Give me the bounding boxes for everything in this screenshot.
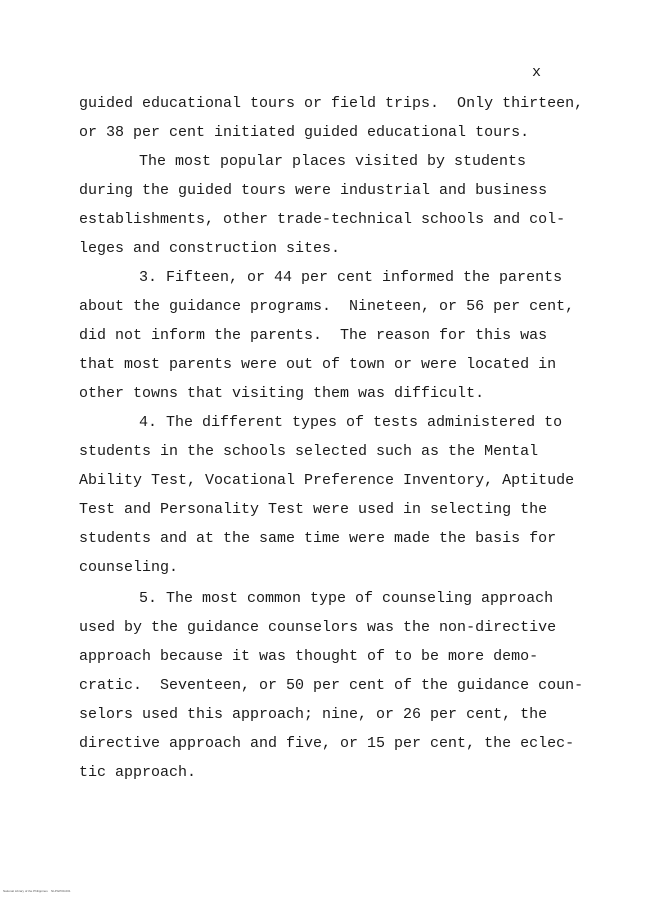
page-number: x: [532, 64, 542, 81]
paragraph-4-line-6: counseling.: [79, 559, 179, 576]
paragraph-5-line-2: used by the guidance counselors was the non-directive: [79, 619, 557, 636]
paragraph-5-line-6: directive approach and five, or 15 per cent, the eclec-: [79, 735, 575, 752]
paragraph-1-line-1: guided educational tours or field trips. Only thirteen,: [79, 95, 584, 112]
paragraph-5-line-5: selors used this approach; nine, or 26 per cent, the: [79, 706, 548, 723]
paragraph-4-line-4: Test and Personality Test were used in selecting the: [79, 501, 548, 518]
paragraph-5-line-4: cratic. Seventeen, or 50 per cent of the guidance coun-: [79, 677, 584, 694]
paragraph-4-line-5: students and at the same time were made the basis for: [79, 530, 557, 547]
footer-archive-stamp: National Library of the Philippines NLPGP00-001: [3, 889, 71, 893]
paragraph-2-line-4: leges and construction sites.: [79, 240, 341, 257]
paragraph-4-line-3: Ability Test, Vocational Preference Inventory, Aptitude: [79, 472, 575, 489]
paragraph-3-line-3: did not inform the parents. The reason for this was: [79, 327, 548, 344]
paragraph-3-line-1: 3. Fifteen, or 44 per cent informed the parents: [139, 269, 563, 286]
paragraph-3-line-4: that most parents were out of town or were located in: [79, 356, 557, 373]
paragraph-2-line-3: establishments, other trade-technical schools and col-: [79, 211, 566, 228]
paragraph-5-line-1: 5. The most common type of counseling approach: [139, 590, 554, 607]
paragraph-3-line-2: about the guidance programs. Nineteen, or 56 per cent,: [79, 298, 575, 315]
paragraph-4-line-1: 4. The different types of tests administered to: [139, 414, 563, 431]
paragraph-1-line-2: or 38 per cent initiated guided educational tours.: [79, 124, 530, 141]
paragraph-5-line-7: tic approach.: [79, 764, 197, 781]
paragraph-2-line-2: during the guided tours were industrial and business: [79, 182, 548, 199]
paragraph-5-line-3: approach because it was thought of to be more demo-: [79, 648, 539, 665]
paragraph-4-line-2: students in the schools selected such as the Mental: [79, 443, 539, 460]
paragraph-2-line-1: The most popular places visited by students: [139, 153, 527, 170]
paragraph-3-line-5: other towns that visiting them was difficult.: [79, 385, 485, 402]
